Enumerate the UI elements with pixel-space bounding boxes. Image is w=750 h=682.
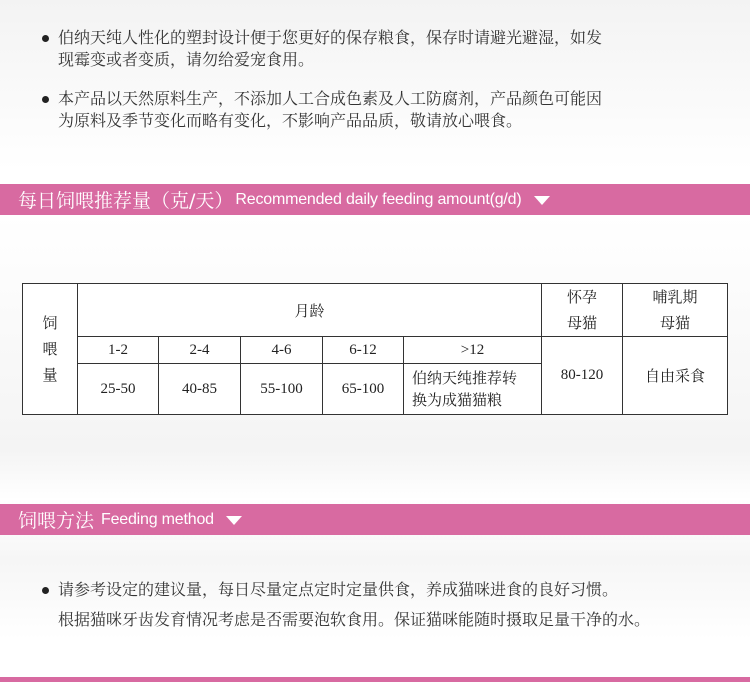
note-line: 本产品以天然原料生产，不添加人工合成色素及人工防腐剂，产品颜色可能因 — [58, 89, 603, 108]
header-line: 母猫 — [659, 314, 690, 332]
note-line: 换为成猫猫粮 — [412, 391, 503, 409]
note-text — [58, 88, 722, 132]
row-header-char: 喂 — [42, 340, 58, 358]
row-header-feeding-amount — [23, 284, 78, 415]
bullet-dot — [42, 35, 49, 42]
amount-cell: 55-100 — [241, 364, 323, 415]
note-line: 现霉变或者变质，请勿给爱宠食用。 — [58, 50, 315, 69]
next-section-banner-edge — [0, 677, 750, 682]
note-line: 为原料及季节变化而略有变化，不影响产品品质，敬请放心喂食。 — [58, 111, 523, 130]
method-line: 请参考设定的建议量，每日尽量定点定时定量供食，养成猫咪进食的良好习惯。 — [58, 580, 619, 599]
note-text — [58, 27, 722, 71]
adult-switch-note — [404, 364, 542, 415]
age-group-cell: 2-4 — [159, 337, 241, 364]
method-item — [42, 579, 722, 601]
age-header: 月龄 — [78, 284, 542, 337]
age-group-cell: 1-2 — [78, 337, 159, 364]
note-line: 伯纳天纯人性化的塑封设计便于您更好的保存粮食，保存时请避光避湿，如发 — [58, 28, 603, 47]
bullet-dot — [42, 587, 49, 594]
chevron-down-icon[interactable] — [534, 196, 550, 205]
row-header-char: 饲 — [42, 314, 58, 332]
header-line: 哺乳期 — [652, 288, 698, 306]
pregnant-amount: 80-120 — [542, 337, 623, 415]
age-group-cell: >12 — [404, 337, 542, 364]
bullet-dot — [42, 96, 49, 103]
row-header-char: 量 — [42, 366, 58, 384]
age-group-cell: 4-6 — [241, 337, 323, 364]
feeding-table — [22, 283, 728, 415]
nursing-header — [623, 284, 728, 337]
header-line: 母猫 — [566, 314, 597, 332]
banner-title-en: Recommended daily feeding amount(g/d) — [235, 190, 522, 208]
note-line: 伯纳天纯推荐转 — [412, 369, 518, 387]
note-natural-ingredients — [42, 88, 722, 132]
banner-title-cn: 饲喂方法 — [18, 510, 95, 532]
banner-title-en: Feeding method — [101, 510, 214, 528]
nursing-amount: 自由采食 — [623, 337, 728, 415]
banner-title-cn: 每日饲喂推荐量（克/天） — [18, 190, 234, 212]
amount-cell: 40-85 — [159, 364, 241, 415]
pregnant-header — [542, 284, 623, 337]
chevron-down-icon[interactable] — [226, 516, 242, 525]
amount-cell: 25-50 — [78, 364, 159, 415]
method-line: 根据猫咪牙齿发育情况考虑是否需要泡软食用。保证猫咪能随时摄取足量干净的水。 — [58, 610, 651, 629]
header-line: 怀孕 — [566, 288, 597, 306]
amount-cell: 65-100 — [323, 364, 404, 415]
feeding-amount-banner[interactable] — [0, 184, 750, 215]
note-storage — [42, 27, 722, 71]
age-group-cell: 6-12 — [323, 337, 404, 364]
feeding-method-banner[interactable] — [0, 504, 750, 535]
